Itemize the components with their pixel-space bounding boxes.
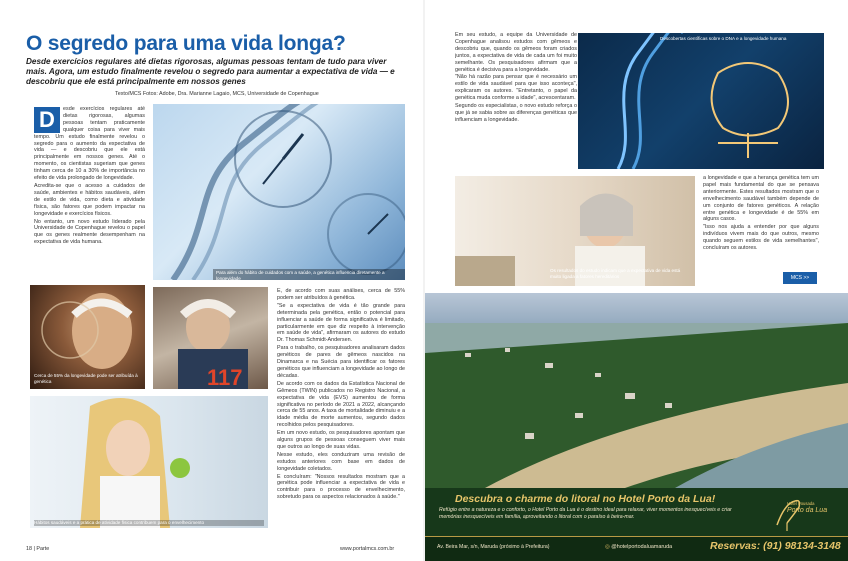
paragraph: "Isso nos ajuda a entender por que alguns indivíduos vivem mais do que outros, mesmo quando seguem estilos de vida semelhantes", concluíram os autores. xyxy=(703,224,819,252)
read-more-badge[interactable] xyxy=(783,272,817,284)
paragraph: "Não há razão para pensar que é necessário um estilo de vida saudável para que isso aconteça", explicaram os autores. "Entretanto, o papel da genética muda conforme a idade", acrescentaram. xyxy=(455,74,577,102)
logo-name: Porto da Lua xyxy=(787,507,828,514)
hotel-address: Av. Beira Mar, s/n, Maruda (próximo à Prefeitura) xyxy=(437,544,550,550)
paragraph: De acordo com os dados da Estatística Nacional de Gêmeos (TWIN) publicados no Registro Nacional, a expectativa de vida (EVS) aumentou de forma significativa no período de 2021 a 2022, alcançando cerca de 55 anos. A taxa de mortalidade diminuiu e a idade média de morte aumentou, segundo dados recolhidos pelos pesquisadores. xyxy=(277,380,405,429)
website-footer: www.portalmcs.com.br xyxy=(340,546,395,552)
photo-caption: Cerca de 55% da longevidade pode ser atribuída à genética xyxy=(34,373,138,384)
body-column-5 xyxy=(703,175,819,285)
paragraph: E, de acordo com suas análises, cerca de 55% podem ser atribuídos à genética. xyxy=(277,288,405,301)
paragraph: No entanto, um novo estudo liderado pela Universidade de Copenhague revelou o papel que os genes realmente desempenham na expectativa de vida humana. xyxy=(34,218,145,246)
woman-apple-photo xyxy=(30,396,268,528)
elderly-woman-photo xyxy=(153,287,268,389)
dna-scales-illustration xyxy=(578,33,824,169)
paragraph: Segundo os especialistas, o novo estudo reforça o que já se sabia sobre as diferenças genéticas que influenciam a longevidade. xyxy=(455,103,577,123)
woman-thinking-photo xyxy=(455,176,695,286)
reservation-phone[interactable]: Reservas: (91) 98134-3148 xyxy=(710,540,841,552)
more-label: MCS xyxy=(790,275,802,281)
elderly-woman-illustration xyxy=(153,287,268,389)
hotel-advertisement[interactable] xyxy=(425,293,848,561)
photo-caption: Os resultados do estudo indicam que a expectativa de vida está muito ligada a fatores hereditários xyxy=(550,268,681,279)
drop-cap: D xyxy=(34,107,60,133)
article-lead: Desde exercícios regulares até dietas rigorosas, algumas pessoas tentam de tudo para viver mais. Agora, um estudo finalmente revelou o segredo para aumentar a expectativa de vida — e descobriu que ele está principalmente em nossos genes xyxy=(26,57,395,86)
body-column-4 xyxy=(455,32,577,172)
hotel-logo xyxy=(765,493,828,533)
dna-clocks-illustration xyxy=(153,104,405,280)
paragraph: Em um novo estudo, os pesquisadores apontam que alguns grupos de pessoas conseguem viver mais que outros ao longo de suas vidas. xyxy=(277,430,405,450)
paragraph: Em seu estudo, a equipe da Universidade de Copenhague analisou estudos com gêmeos e descobriu que, quando os gêmeos foram criados juntos, a expectativa de vida de cada um foi muito semelhante. Os pesquisadores afirmam que a genética é decisiva para a longevidade. xyxy=(455,32,577,73)
elderly-man-photo xyxy=(30,285,145,389)
article-title: O segredo para uma vida longa? xyxy=(26,32,346,55)
photo-caption: Descobertas científicas sobre o DNA e a longevidade humana xyxy=(660,36,787,41)
woman-apple-illustration xyxy=(30,396,268,528)
instagram-icon: ◎ xyxy=(605,544,610,550)
paragraph: a longevidade e que a herança genética tem um papel mais fundamental do que se pensava anteriormente. Estes resultados mostram que o envelhecimento saudável também depende de um conjunto de fatores genéticos. A relação entre genética e longevidade é de 55% em alguns casos. xyxy=(703,175,819,223)
instagram-handle[interactable] xyxy=(605,544,672,550)
byline: Texto/MCS Fotos: Adobe, Dra. Marianne Lagaio, MCS, Universidade de Copenhague xyxy=(115,91,319,97)
beach-aerial-photo xyxy=(425,293,848,488)
dna-scales-photo xyxy=(578,33,824,169)
chevron-right-icon: >> xyxy=(803,275,810,281)
body-column-3 xyxy=(277,288,405,528)
svg-text:117: 117 xyxy=(207,365,243,389)
paragraph: Para o trabalho, os pesquisadores analisaram dados genéticos de pares de gêmeos nascidos na Dinamarca e na Suécia para identificar os fatores genéticos que influenciam a longevidade ao longo de décadas. xyxy=(277,345,405,379)
body-column-1 xyxy=(34,106,145,266)
photo-caption: Para além do hábito de cuidados com a saúde, a genética influencia diretamente a longevidade xyxy=(213,269,405,280)
ad-headline: Descubra o charme do litoral no Hotel Porto da Lua! xyxy=(455,493,716,505)
left-page xyxy=(0,0,423,561)
paragraph: "Se a expectativa de vida é tão grande para determinada pela genética, então o potencial para influenciar a saúde de forma significativa é limitado, particularmente em que diz respeito à intervenção em saúde de vida", afirmaram os autores do estudo Dr. Thomas Schmidt-Andersen. xyxy=(277,302,405,344)
dna-clocks-photo xyxy=(153,104,405,280)
photo-caption: Hábitos saudáveis e a prática de atividade física contribuem para o envelhecimento xyxy=(34,520,264,526)
ad-description: Refúgio entre a natureza e o conforto, o Hotel Porto da Lua é o destino ideal para relaxar, viver momentos inesquecíveis e criar memórias inesquecíveis em família, aproveitando o litoral com o paraíso à beira-mar. xyxy=(439,507,732,520)
instagram-text: @hotelportodaluamaruda xyxy=(611,544,673,550)
logo-subtitle: Hotel Pousada xyxy=(787,501,815,506)
paragraph: Acredita-se que o acesso a cuidados de saúde, ambientes e hábitos saudáveis, além de estilo de vida, como dieta e atividade física, são fatores que podem impactar na longevidade e exercícios físicos. xyxy=(34,182,145,217)
paragraph: Nesse estudo, eles conduziram uma revisão de estudos anteriores com base em dados de longevidade coletados. xyxy=(277,451,405,472)
paragraph: esde exercícios regulares até dietas rigorosas, algumas pessoas tentam praticamente qualquer coisa para viver mais tempo. Um estudo finalmente revelou o segredo para o aumento da expectativa de vida — e descobriu que ele está principalmente em nossos genes. Até o momento, os cientistas sugeriam que genes tinham cerca de 10 a 30% de importância no efeito de vida prolongado de longevidade. xyxy=(34,106,145,182)
page-number-left: 18 | Parte xyxy=(26,546,50,552)
paragraph: E concluíram: "Nossos resultados mostram que a genética pode influenciar a expectativa de vida e contribuir para o processo de envelhecimento, sobretudo para os aspectos relacionados à saúde." xyxy=(277,473,405,501)
